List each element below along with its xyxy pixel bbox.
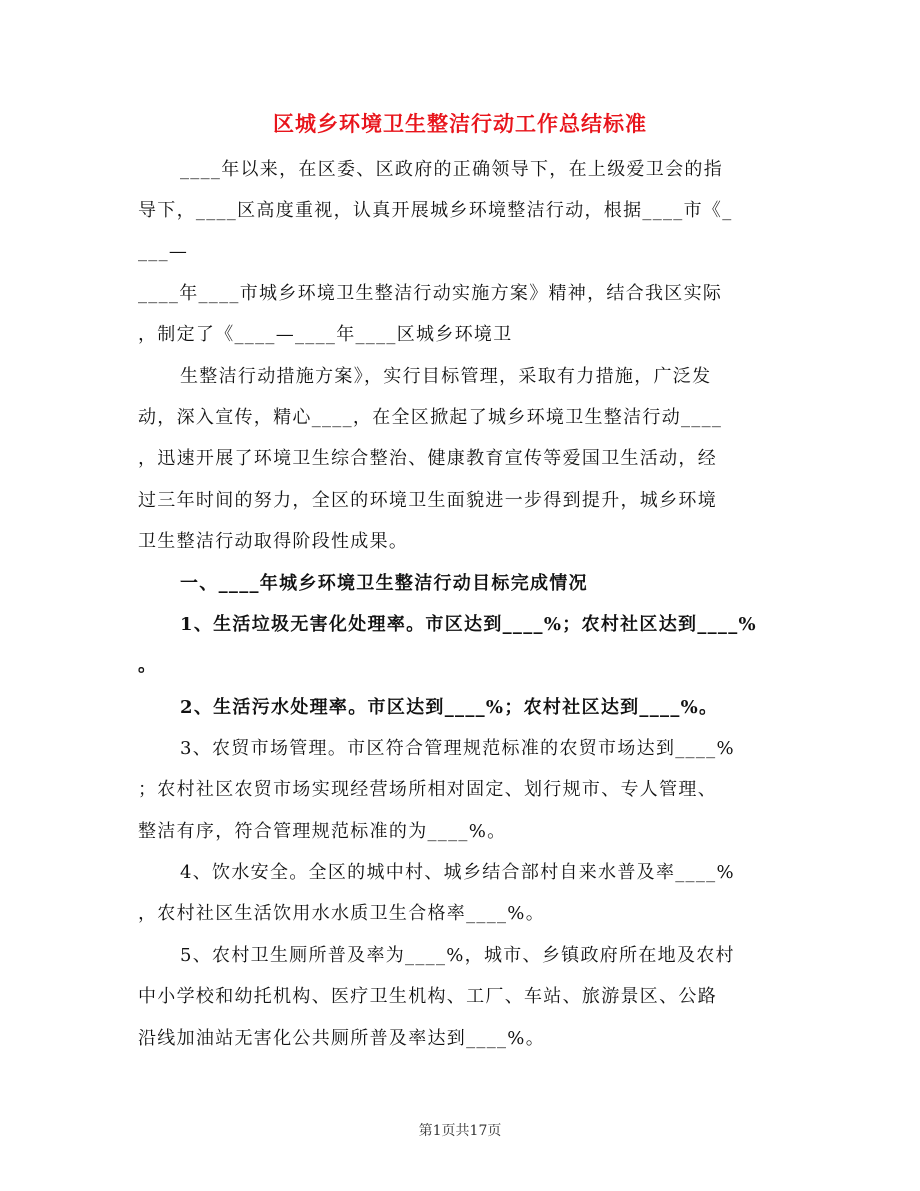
goal-item-1: 1、生活垃圾无害化处理率。市区达到____%；农村社区达到____% bbox=[180, 614, 757, 635]
section-heading: 一、____年城乡环境卫生整洁行动目标完成情况 bbox=[180, 573, 588, 594]
paragraph-line: ，制定了《____—____年____区城乡环境卫 bbox=[138, 324, 513, 345]
document-title: 区城乡环境卫生整洁行动工作总结标准 bbox=[273, 111, 647, 136]
goal-item-5: 5、农村卫生厕所普及率为____%，城市、乡镇政府所在地及农村 bbox=[180, 945, 735, 966]
paragraph-line: 导下，____区高度重视，认真开展城乡环境整洁行动，根据____市《_ bbox=[138, 200, 733, 221]
paragraph-line: ，迅速开展了环境卫生综合整治、健康教育宣传等爱国卫生活动，经 bbox=[138, 448, 717, 469]
paragraph-line: ____年以来，在区委、区政府的正确领导下，在上级爱卫会的指 bbox=[180, 159, 723, 180]
goal-item-4: 4、饮水安全。全区的城中村、城乡结合部村自来水普及率____% bbox=[180, 862, 735, 883]
paragraph-line: 动，深入宣传，精心____，在全区掀起了城乡环境卫生整洁行动____ bbox=[138, 407, 723, 428]
goal-item-1-continued: 。 bbox=[138, 655, 158, 676]
paragraph-line: ；农村社区农贸市场实现经营场所相对固定、划行规市、专人管理、 bbox=[138, 779, 717, 800]
goal-item-2: 2、生活污水处理率。市区达到____%；农村社区达到____%。 bbox=[180, 697, 719, 718]
paragraph-line: ___— bbox=[138, 241, 189, 262]
paragraph-line: 整洁有序，符合管理规范标准的为____%。 bbox=[138, 821, 507, 842]
paragraph-line: 生整洁行动措施方案》，实行目标管理，采取有力措施，广泛发 bbox=[180, 366, 712, 387]
paragraph-line: 中小学校和幼托机构、医疗卫生机构、工厂、车站、旅游景区、公路 bbox=[138, 986, 717, 1007]
paragraph-line: 卫生整洁行动取得阶段性成果。 bbox=[138, 531, 409, 552]
paragraph-line: ，农村社区生活饮用水水质卫生合格率____%。 bbox=[138, 903, 546, 924]
paragraph-line: 沿线加油站无害化公共厕所普及率达到____%。 bbox=[138, 1028, 546, 1049]
paragraph-line: 过三年时间的努力，全区的环境卫生面貌进一步得到提升，城乡环境 bbox=[138, 490, 717, 511]
paragraph-line: ____年____市城乡环境卫生整洁行动实施方案》精神，结合我区实际 bbox=[138, 283, 723, 304]
goal-item-3: 3、农贸市场管理。市区符合管理规范标准的农贸市场达到____% bbox=[180, 738, 735, 759]
page-number: 第1页共17页 bbox=[418, 1123, 502, 1139]
